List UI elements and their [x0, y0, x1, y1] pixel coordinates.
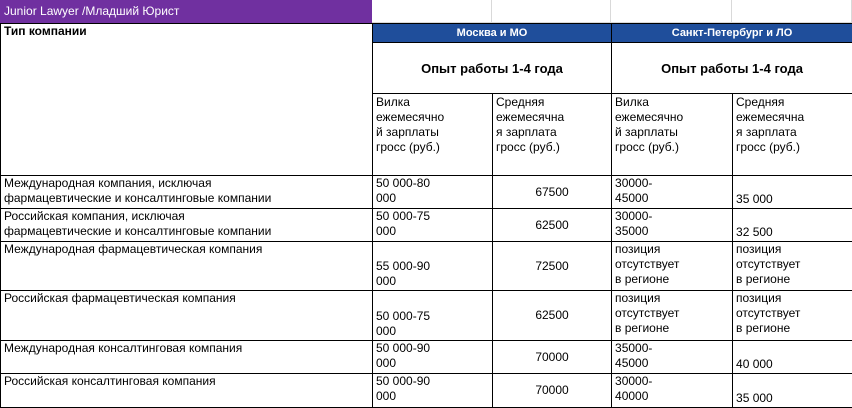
region-moscow-header: Москва и МО: [373, 24, 612, 43]
spb-range-cell: 30000- 45000: [612, 176, 733, 209]
spb-range-cell: 30000- 40000: [612, 374, 733, 408]
company-cell: Российская компания, исключая фармацевтические и консалтинговые компании: [1, 209, 373, 242]
company-cell: Российская фармацевтическая компания: [1, 291, 373, 341]
moscow-range-cell: 50 000-90 000: [373, 341, 493, 374]
company-cell: Международная компания, исключая фармацевтические и консалтинговые компании: [1, 176, 373, 209]
moscow-range-cell: 50 000-75 000: [373, 209, 493, 242]
moscow-average-cell: 70000: [493, 341, 612, 374]
spb-average-cell: позиция отсутствует в регионе: [733, 291, 852, 341]
moscow-average-cell: 67500: [493, 176, 612, 209]
moscow-average-cell: 72500: [493, 242, 612, 291]
empty-cell: [732, 0, 852, 23]
moscow-average-cell: 62500: [493, 209, 612, 242]
range-header: Вилка ежемесячно й зарплаты гросс (руб.): [373, 94, 493, 176]
company-cell: Международная фармацевтическая компания: [1, 242, 373, 291]
average-header: Средняя ежемесячна я зарплата гросс (руб.): [493, 94, 612, 176]
region-header-row: [1, 24, 852, 43]
moscow-range-cell: 50 000-80 000: [373, 176, 493, 209]
spb-range-cell: 35000- 45000: [612, 341, 733, 374]
sheet-title: Junior Lawyer /Младший Юрист: [0, 0, 372, 23]
table-row: [1, 374, 852, 408]
moscow-range-cell: 50 000-75 000: [373, 291, 493, 341]
moscow-average-cell: 70000: [493, 374, 612, 408]
empty-cell: [492, 0, 611, 23]
moscow-range-cell: 55 000-90 000: [373, 242, 493, 291]
spb-average-cell: 35 000: [733, 374, 852, 408]
table-row: [1, 242, 852, 291]
average-header: Средняя ежемесячна я зарплата гросс (руб.): [733, 94, 852, 176]
company-cell: Международная консалтинговая компания: [1, 341, 373, 374]
spb-average-cell: 40 000: [733, 341, 852, 374]
empty-cell: [611, 0, 732, 23]
salary-table: [0, 23, 852, 408]
spb-average-cell: 35 000: [733, 176, 852, 209]
company-type-header: Тип компании: [1, 24, 373, 176]
spb-average-cell: позиция отсутствует в регионе: [733, 242, 852, 291]
moscow-average-cell: 62500: [493, 291, 612, 341]
spb-average-cell: 32 500: [733, 209, 852, 242]
empty-cell: [372, 0, 492, 23]
moscow-range-cell: 50 000-90 000: [373, 374, 493, 408]
spb-range-cell: позиция отсутствует в регионе: [612, 291, 733, 341]
table-row: [1, 341, 852, 374]
spb-range-cell: позиция отсутствует в регионе: [612, 242, 733, 291]
region-spb-header: Санкт-Петербург и ЛО: [612, 24, 852, 43]
experience-moscow-header: Опыт работы 1-4 года: [373, 43, 612, 94]
table-row: [1, 176, 852, 209]
company-cell: Российская консалтинговая компания: [1, 374, 373, 408]
table-row: [1, 291, 852, 341]
range-header: Вилка ежемесячно й зарплаты гросс (руб.): [612, 94, 733, 176]
experience-spb-header: Опыт работы 1-4 года: [612, 43, 852, 94]
table-row: [1, 209, 852, 242]
spb-range-cell: 30000- 35000: [612, 209, 733, 242]
